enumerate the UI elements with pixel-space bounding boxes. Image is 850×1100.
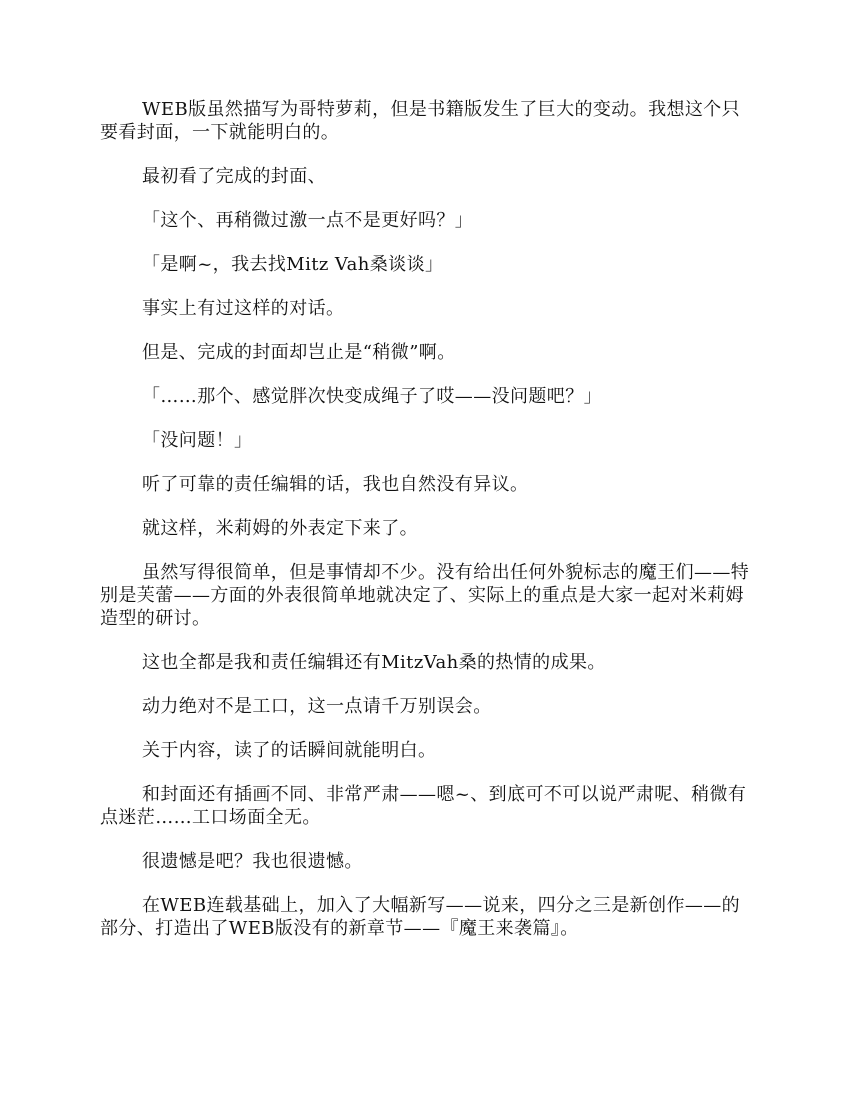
paragraph: 「这个、再稍微过激一点不是更好吗？」 xyxy=(142,210,474,231)
paragraph: 很遗憾是吧？我也很遗憾。 xyxy=(142,851,363,872)
paragraph: 和封面还有插画不同、非常严肃——嗯~、到底可不可以说严肃呢、稍微有点迷茫……工口场面全无。 xyxy=(100,784,747,828)
paragraph: 但是、完成的封面却岂止是“稍微”啊。 xyxy=(142,342,456,363)
paragraph: 动力绝对不是工口，这一点请千万别误会。 xyxy=(142,696,492,717)
paragraph: 虽然写得很简单，但是事情却不少。没有给出任何外貌标志的魔王们——特别是芙蕾——方面的外表很简单地就决定了、实际上的重点是大家一起对米莉姆造型的研讨。 xyxy=(100,562,750,629)
paragraph: 在WEB连载基础上，加入了大幅新写——说来，四分之三是新创作——的部分、打造出了WEB版没有的新章节——『魔王来袭篇』。 xyxy=(100,895,741,939)
paragraph: 这也全都是我和责任编辑还有MitzVah桑的热情的成果。 xyxy=(142,652,606,673)
paragraph: 「是啊~，我去找Mitz Vah桑谈谈」 xyxy=(142,254,444,275)
paragraph: 事实上有过这样的对话。 xyxy=(142,298,345,319)
paragraph: WEB版虽然描写为哥特萝莉，但是书籍版发生了巨大的变动。我想这个只要看封面，一下就能明白的。 xyxy=(100,99,741,143)
paragraph: 最初看了完成的封面、 xyxy=(142,166,326,187)
paragraph: 关于内容，读了的话瞬间就能明白。 xyxy=(142,740,437,761)
paragraph: 就这样，米莉姆的外表定下来了。 xyxy=(142,518,418,539)
paragraph: 「没问题！」 xyxy=(142,430,253,451)
paragraph: 「……那个、感觉胖次快变成绳子了哎——没问题吧？」 xyxy=(142,386,602,407)
paragraph: 听了可靠的责任编辑的话，我也自然没有异议。 xyxy=(142,474,529,495)
